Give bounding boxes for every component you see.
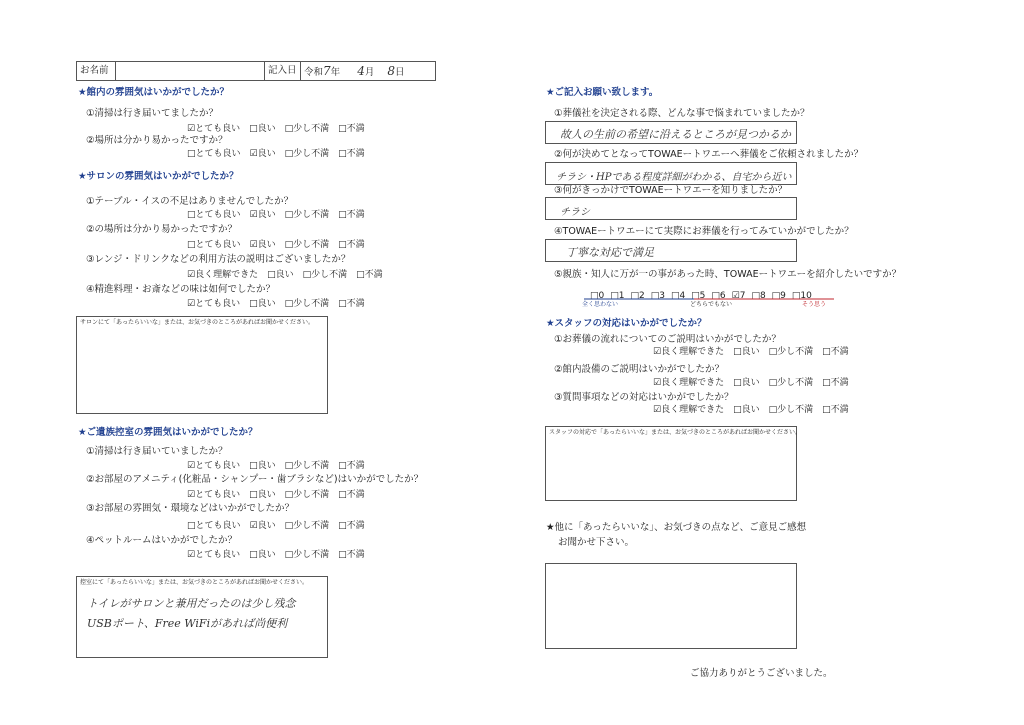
option[interactable]: □良い — [733, 378, 760, 388]
family-q3: ③お部屋の雰囲気・環境などはいかがでしたか？ — [86, 503, 295, 514]
scale-option[interactable]: □2 — [630, 291, 645, 301]
salon-q1: ①テーブル・イスの不足はありませんでしたか？ — [86, 196, 294, 207]
option[interactable]: ☑良く理解できた — [653, 347, 725, 357]
option[interactable]: ☑良い — [249, 240, 276, 250]
hall-q1-options[interactable] — [187, 123, 374, 135]
other-comments-title-line1: ★他に「あったらいいな」、お気づきの点など、ご意見ご感想 — [546, 522, 807, 533]
option[interactable]: □不満 — [338, 550, 365, 560]
entry-a1-box[interactable] — [545, 121, 797, 144]
name-field[interactable] — [116, 62, 265, 80]
option[interactable]: ☑良く理解できた — [653, 405, 725, 415]
hall-q2-options[interactable] — [187, 148, 374, 160]
entry-q1: ①葬儀社を決定される際、どんな事で悩まれていましたか？ — [554, 108, 810, 119]
entry-a4-text: 丁寧な対応で満足 — [566, 246, 654, 259]
staff-comment-box[interactable] — [545, 426, 801, 501]
option[interactable]: □少し不満 — [284, 299, 330, 309]
option[interactable]: □少し不満 — [284, 240, 330, 250]
entry-a2-box[interactable] — [545, 162, 797, 185]
salon-comment-label: サロンにて「あったらいいな」または、お気づきのところがあればお聞かせください。 — [80, 319, 314, 326]
option[interactable]: □不満 — [338, 124, 365, 134]
entry-q5: ⑤親族・知人に万が一の事があった時、TOWAEートワエーを紹介したいですか？ — [554, 269, 902, 280]
salon-q4: ④精進料理・お斎などの味は如何でしたか？ — [86, 284, 276, 295]
option[interactable]: ☑良く理解できた — [653, 378, 725, 388]
option[interactable]: □少し不満 — [284, 521, 330, 531]
scale-option[interactable]: □4 — [670, 291, 686, 301]
family-q2-options[interactable] — [187, 489, 374, 501]
option[interactable]: □少し不満 — [284, 210, 330, 220]
option[interactable]: □少し不満 — [284, 461, 330, 471]
staff-comment-label: スタッフの対応で「あったらいいな」または、お気づきのところがあればお聞かせください。 — [549, 429, 801, 436]
entry-q2: ②何が決めてとなってTOWAEートワエーへ葬儀をご依頼されましたか？ — [554, 149, 864, 160]
entry-a3-text: チラシ — [560, 207, 590, 218]
salon-comment-box[interactable] — [76, 316, 328, 414]
option[interactable]: □少し不満 — [768, 347, 814, 357]
option[interactable]: □良い — [249, 299, 276, 309]
family-q4-options[interactable] — [187, 549, 374, 561]
year-value: 7 — [323, 64, 331, 78]
other-comments-title-line2: お聞かせ下さい。 — [558, 537, 635, 548]
scale-option[interactable]: □0 — [590, 291, 605, 301]
option[interactable]: □良い — [249, 461, 276, 471]
scale-mid-label: どちらでもない — [690, 301, 732, 308]
scale-option[interactable]: □9 — [771, 291, 786, 301]
family-q4: ④ペットルームはいかがでしたか？ — [86, 535, 238, 546]
section-staff-title: ★スタッフの対応はいかがでしたか？ — [546, 318, 707, 329]
section-family-room-title: ★ご遺族控室の雰囲気はいかがでしたか？ — [78, 427, 258, 438]
option[interactable]: □不満 — [822, 347, 849, 357]
option[interactable]: □少し不満 — [284, 124, 330, 134]
staff-q3: ③質問事項などの対応はいかがでしたか？ — [554, 392, 734, 403]
salon-q2: ②の場所は分かり易かったですか？ — [86, 224, 238, 235]
option[interactable]: □良い — [733, 405, 760, 415]
option[interactable]: □不満 — [338, 461, 365, 471]
option[interactable]: □不満 — [338, 210, 365, 220]
option[interactable]: □不満 — [338, 490, 365, 500]
option[interactable]: □不満 — [338, 521, 365, 531]
day-value: 8 — [387, 64, 396, 78]
scale-high-label: そう思う — [802, 301, 827, 308]
thanks-message: ご協力ありがとうございました。 — [690, 668, 833, 679]
option[interactable]: □少し不満 — [768, 378, 814, 388]
entry-a1-text: 故人の生前の希望に沿えるところが見つかるか — [560, 128, 791, 141]
hall-q2: ②場所は分かり易かったですか？ — [86, 135, 228, 146]
family-comment-line1: トイレがサロンと兼用だったのは少し残念 — [87, 597, 296, 610]
option[interactable]: □不満 — [338, 299, 365, 309]
option[interactable]: □良い — [267, 270, 294, 280]
option[interactable]: □少し不満 — [284, 550, 330, 560]
salon-q3-options[interactable] — [187, 269, 392, 281]
era-label: 令和 — [304, 67, 324, 78]
section-entry-title: ★ご記入お願い致します。 — [546, 87, 659, 98]
option[interactable]: ☑とても良い — [187, 490, 241, 500]
name-label: お名前 — [77, 62, 116, 80]
option[interactable]: □少し不満 — [284, 490, 330, 500]
salon-q2-options[interactable] — [187, 239, 374, 251]
scale-option[interactable]: □3 — [650, 291, 665, 301]
option[interactable]: □不満 — [822, 405, 849, 415]
salon-q3: ③レンジ・ドリンクなどの利用方法の説明はございましたか？ — [86, 254, 351, 265]
option[interactable]: □少し不満 — [284, 149, 330, 159]
option[interactable]: □とても良い — [187, 521, 241, 531]
option[interactable]: ☑とても良い — [187, 124, 241, 134]
entry-a2-text: チラシ・HPである程度詳細がわかる、自宅から近い — [556, 172, 792, 183]
scale-option[interactable]: □1 — [610, 291, 625, 301]
option[interactable]: □少し不満 — [302, 270, 348, 280]
option[interactable]: □良い — [249, 490, 276, 500]
family-q1-options[interactable] — [187, 460, 374, 472]
date-label: 記入日 — [265, 62, 301, 80]
family-q2: ②お部屋のアメニティ(化粧品・シャンプー・歯ブラシなど)はいかがでしたか？ — [86, 474, 424, 485]
scale-low-label: 全く思わない — [582, 301, 619, 308]
family-q3-options[interactable] — [187, 520, 374, 532]
option[interactable]: ☑良い — [249, 521, 276, 531]
section-hall-title: ★館内の雰囲気はいかがでしたか？ — [78, 87, 230, 98]
scale-option[interactable]: □5 — [691, 291, 706, 301]
staff-q2-options[interactable] — [653, 377, 858, 389]
option[interactable]: □不満 — [338, 149, 365, 159]
staff-q3-options[interactable] — [653, 404, 858, 416]
salon-q4-options[interactable] — [187, 298, 374, 310]
scale-option[interactable]: □10 — [791, 291, 812, 301]
scale-option[interactable]: □8 — [751, 291, 766, 301]
year-unit: 年 — [330, 67, 341, 78]
option[interactable]: ☑とても良い — [187, 461, 241, 471]
option[interactable]: □不満 — [822, 378, 849, 388]
family-comment-line2: USBポート、Free WiFiがあれば尚便利 — [87, 617, 288, 630]
option[interactable]: □良い — [733, 347, 760, 357]
scale-option[interactable]: □6 — [711, 291, 726, 301]
option[interactable]: ☑とても良い — [187, 550, 241, 560]
option[interactable]: □不満 — [356, 270, 383, 280]
option[interactable]: □不満 — [338, 240, 365, 250]
month-value: 4 — [357, 64, 365, 78]
month-unit: 月 — [364, 67, 375, 78]
hall-q1: ①清掃は行き届いてましたか？ — [86, 108, 219, 119]
staff-q1-options[interactable] — [653, 346, 858, 358]
scale-option[interactable]: ☑7 — [731, 291, 746, 301]
day-unit: 日 — [395, 67, 405, 78]
family-comment-label: 控室にて「あったらいいな」または、お気づきのところがあればお聞かせください。 — [80, 579, 308, 586]
option[interactable]: ☑良く理解できた — [187, 270, 259, 280]
option[interactable]: □良い — [249, 124, 276, 134]
other-comments-box[interactable] — [545, 563, 797, 649]
option[interactable]: □とても良い — [187, 149, 241, 159]
salon-q1-options[interactable] — [187, 209, 374, 221]
section-salon-title: ★サロンの雰囲気はいかがでしたか？ — [78, 171, 239, 182]
entry-a3-box[interactable] — [545, 197, 797, 220]
entry-a4-box[interactable] — [545, 239, 797, 262]
staff-q2: ②館内設備のご説明はいかがでしたか？ — [554, 364, 725, 375]
staff-q1: ①お葬儀の流れについてのご説明はいかがでしたか？ — [554, 334, 781, 345]
date-field[interactable] — [301, 62, 435, 80]
option[interactable]: ☑良い — [249, 210, 276, 220]
option[interactable]: □少し不満 — [768, 405, 814, 415]
option[interactable]: ☑とても良い — [187, 299, 241, 309]
option[interactable]: ☑良い — [249, 149, 276, 159]
entry-q4: ④TOWAEートワエーにて実際にお葬儀を行ってみていかがでしたか？ — [554, 226, 854, 237]
option[interactable]: □良い — [249, 550, 276, 560]
family-comment-box[interactable] — [76, 576, 328, 658]
name-date-box — [76, 61, 436, 81]
option[interactable]: □とても良い — [187, 210, 241, 220]
option[interactable]: □とても良い — [187, 240, 241, 250]
family-q1: ①清掃は行き届いていましたか？ — [86, 446, 228, 457]
entry-q3: ③何がきっかけでTOWAEートワエーを知りましたか？ — [554, 185, 788, 196]
